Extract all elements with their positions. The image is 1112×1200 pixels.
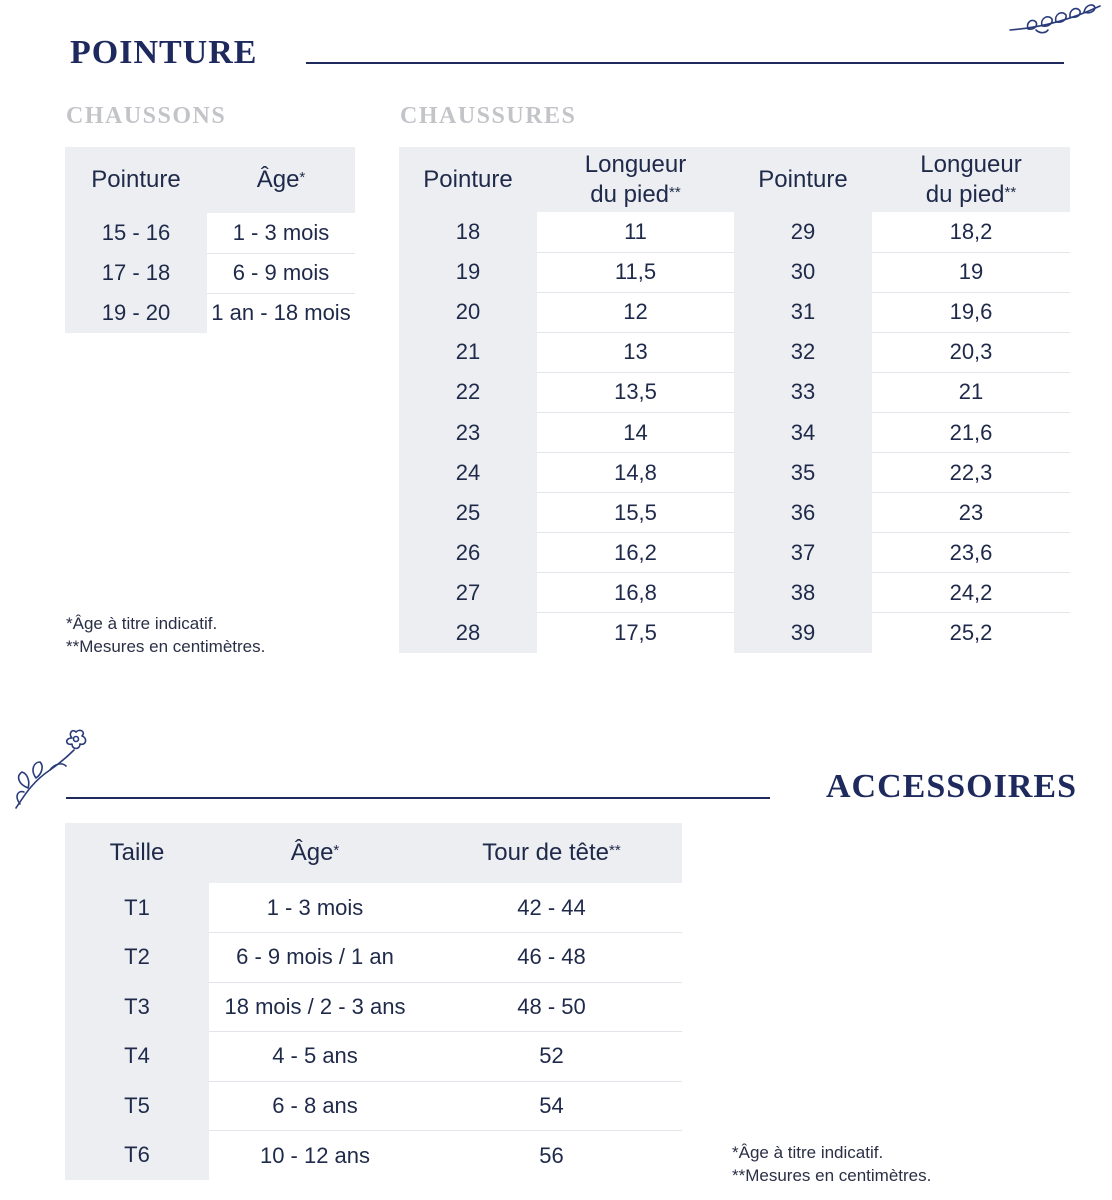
table-row: [399, 372, 1070, 412]
pointure-cell: 31: [734, 292, 872, 332]
chaussures-rows: [399, 212, 1070, 653]
longueur-cell: 16,2: [537, 533, 734, 573]
table-row: [65, 883, 682, 933]
chaussures-header-longueur-1: Longueur du pied**: [537, 147, 734, 212]
age-cell: 10 - 12 ans: [209, 1131, 421, 1181]
longueur-cell: 22,3: [872, 453, 1070, 493]
chaussures-header-pointure-1: Pointure: [399, 147, 537, 212]
table-row: [399, 412, 1070, 452]
longueur-cell: 23,6: [872, 533, 1070, 573]
table-row: [399, 332, 1070, 372]
chaussons-subtitle: CHAUSSONS: [66, 103, 227, 129]
chaussons-table: [65, 147, 355, 333]
longueur-cell: 14: [537, 412, 734, 452]
tour-cell: 54: [421, 1081, 682, 1131]
table-row: [399, 212, 1070, 252]
pointure-cell: 24: [399, 453, 537, 493]
accessoires-title: ACCESSOIRES: [826, 768, 1077, 805]
chaussons-header-pointure: Pointure: [65, 147, 207, 213]
size-cell: 15 - 16: [65, 213, 207, 253]
longueur-cell: 25,2: [872, 613, 1070, 653]
note-age: *Âge à titre indicatif.: [66, 614, 218, 633]
tour-cell: 52: [421, 1032, 682, 1082]
note-measures: **Mesures en centimètres.: [732, 1166, 932, 1185]
longueur-cell: 19: [872, 252, 1070, 292]
longueur-cell: 13: [537, 332, 734, 372]
accessoires-header-age: Âge*: [209, 823, 421, 883]
longueur-cell: 13,5: [537, 372, 734, 412]
pointure-cell: 21: [399, 332, 537, 372]
table-row: [65, 293, 355, 333]
taille-cell: T2: [65, 933, 209, 983]
size-cell: 17 - 18: [65, 253, 207, 293]
pointure-cell: 35: [734, 453, 872, 493]
chaussures-header-pointure-2: Pointure: [734, 147, 872, 212]
age-cell: 4 - 5 ans: [209, 1032, 421, 1082]
longueur-cell: 20,3: [872, 332, 1070, 372]
pointure-cell: 38: [734, 573, 872, 613]
age-cell: 1 - 3 mois: [207, 213, 355, 253]
pointure-title: POINTURE: [70, 34, 258, 71]
longueur-cell: 19,6: [872, 292, 1070, 332]
pointure-notes: [66, 612, 265, 658]
longueur-cell: 14,8: [537, 453, 734, 493]
flower-branch-icon: [10, 726, 94, 812]
pointure-cell: 36: [734, 493, 872, 533]
longueur-cell: 16,8: [537, 573, 734, 613]
pointure-cell: 34: [734, 412, 872, 452]
table-row: [65, 1081, 682, 1131]
taille-cell: T1: [65, 883, 209, 933]
longueur-cell: 11,5: [537, 252, 734, 292]
pointure-cell: 23: [399, 412, 537, 452]
pointure-cell: 39: [734, 613, 872, 653]
longueur-cell: 11: [537, 212, 734, 252]
age-cell: 1 an - 18 mois: [207, 293, 355, 333]
accessoires-notes: [732, 1141, 931, 1187]
age-cell: 1 - 3 mois: [209, 883, 421, 933]
table-row: [399, 493, 1070, 533]
taille-cell: T4: [65, 1032, 209, 1082]
table-row: [399, 573, 1070, 613]
table-row: [399, 613, 1070, 653]
accessoires-header-taille: Taille: [65, 823, 209, 883]
chaussures-subtitle: CHAUSSURES: [400, 103, 577, 129]
pointure-cell: 37: [734, 533, 872, 573]
pointure-cell: 28: [399, 613, 537, 653]
longueur-cell: 18,2: [872, 212, 1070, 252]
table-row: [65, 1131, 682, 1181]
table-row: [65, 933, 682, 983]
pointure-cell: 32: [734, 332, 872, 372]
accessoires-header-tour: Tour de tête**: [421, 823, 682, 883]
accessoires-divider: [66, 797, 770, 799]
tour-cell: 46 - 48: [421, 933, 682, 983]
pointure-cell: 33: [734, 372, 872, 412]
tour-cell: 48 - 50: [421, 982, 682, 1032]
leaf-sprig-icon: [1006, 0, 1106, 46]
chaussures-header-longueur-2: Longueur du pied**: [872, 147, 1070, 212]
table-row: [65, 1032, 682, 1082]
table-row: [399, 292, 1070, 332]
longueur-cell: 21: [872, 372, 1070, 412]
age-cell: 18 mois / 2 - 3 ans: [209, 982, 421, 1032]
table-row: [399, 453, 1070, 493]
table-row: [65, 213, 355, 253]
pointure-cell: 22: [399, 372, 537, 412]
pointure-cell: 18: [399, 212, 537, 252]
taille-cell: T3: [65, 982, 209, 1032]
pointure-cell: 19: [399, 252, 537, 292]
tour-cell: 42 - 44: [421, 883, 682, 933]
table-row: [399, 533, 1070, 573]
longueur-cell: 23: [872, 493, 1070, 533]
taille-cell: T5: [65, 1081, 209, 1131]
chaussons-header-age: Âge*: [207, 147, 355, 213]
chaussures-table: [399, 147, 1070, 653]
longueur-cell: 17,5: [537, 613, 734, 653]
taille-cell: T6: [65, 1131, 209, 1181]
pointure-cell: 26: [399, 533, 537, 573]
accessoires-table: [65, 823, 682, 1180]
pointure-cell: 29: [734, 212, 872, 252]
pointure-divider: [306, 62, 1064, 64]
age-cell: 6 - 8 ans: [209, 1081, 421, 1131]
longueur-cell: 12: [537, 292, 734, 332]
size-cell: 19 - 20: [65, 293, 207, 333]
table-row: [65, 982, 682, 1032]
pointure-cell: 27: [399, 573, 537, 613]
note-age: *Âge à titre indicatif.: [732, 1143, 884, 1162]
longueur-cell: 15,5: [537, 493, 734, 533]
age-cell: 6 - 9 mois: [207, 253, 355, 293]
note-measures: **Mesures en centimètres.: [66, 637, 266, 656]
pointure-cell: 20: [399, 292, 537, 332]
tour-cell: 56: [421, 1131, 682, 1181]
pointure-cell: 30: [734, 252, 872, 292]
accessoires-rows: [65, 883, 682, 1180]
table-row: [65, 253, 355, 293]
age-cell: 6 - 9 mois / 1 an: [209, 933, 421, 983]
longueur-cell: 21,6: [872, 412, 1070, 452]
pointure-cell: 25: [399, 493, 537, 533]
longueur-cell: 24,2: [872, 573, 1070, 613]
table-row: [399, 252, 1070, 292]
